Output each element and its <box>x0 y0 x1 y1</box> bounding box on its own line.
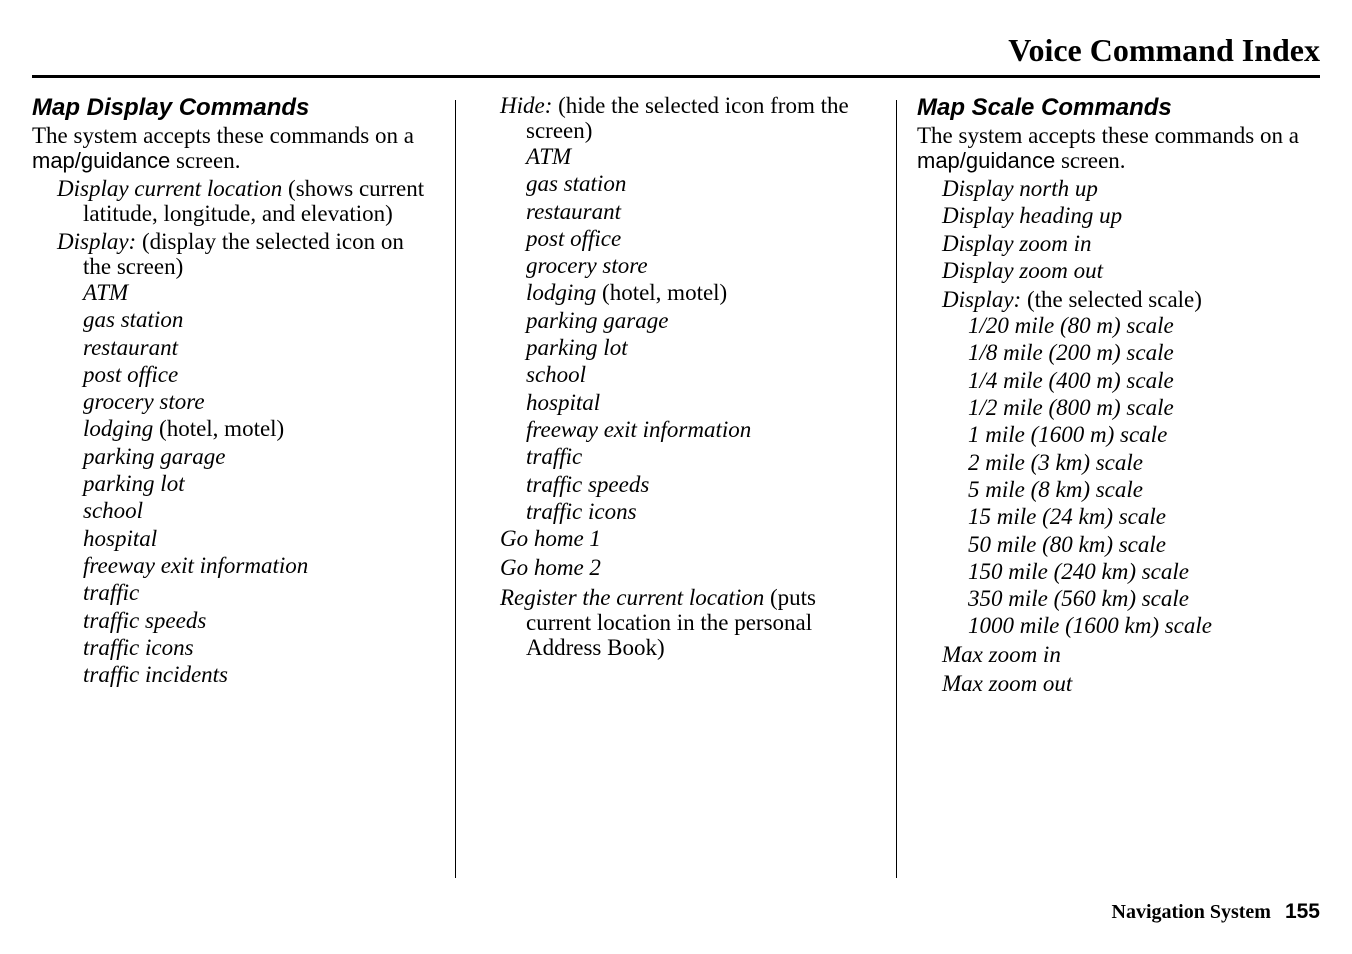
list-item: traffic icons <box>83 634 194 660</box>
command-name: Display current location <box>57 176 283 201</box>
list-item: hospital <box>83 525 158 551</box>
list-item: traffic <box>83 580 140 606</box>
command-max-zoom-in: Max zoom in <box>942 641 1061 667</box>
list-item: ATM <box>526 144 572 169</box>
list-item-lodging <box>526 279 885 306</box>
scale-item: 1/8 mile (200 m) scale <box>968 340 1174 366</box>
scale-item: 1000 mile (1600 km) scale <box>968 613 1212 639</box>
screen-name: map/guidance <box>917 148 1056 173</box>
list-item: traffic <box>526 444 583 470</box>
command-display <box>57 229 437 279</box>
command-max-zoom-out: Max zoom out <box>942 670 1073 696</box>
intro-text: The system accepts these commands on a <box>917 123 1299 148</box>
scale-item: 150 mile (240 km) scale <box>968 558 1189 584</box>
item-name: lodging <box>83 416 154 442</box>
list-item: restaurant <box>83 334 178 360</box>
column-divider-2 <box>896 100 897 878</box>
command-display-current-location <box>57 176 437 226</box>
scale-item: 1/2 mile (800 m) scale <box>968 395 1174 421</box>
list-item: parking garage <box>83 443 226 469</box>
scale-item: 2 mile (3 km) scale <box>968 449 1143 475</box>
intro-text: The system accepts these commands on a <box>32 123 414 148</box>
scale-item: 5 mile (8 km) scale <box>968 476 1143 502</box>
list-item: post office <box>83 361 179 387</box>
list-item: hospital <box>526 389 601 415</box>
page-title: Voice Command Index <box>1008 32 1320 68</box>
item-desc: (hotel, motel) <box>596 280 728 306</box>
list-item: grocery store <box>526 253 648 279</box>
command-display-north-up: Display north up <box>942 176 1098 201</box>
map-scale-heading: Map Scale Commands <box>917 94 1172 121</box>
intro-text-end: screen. <box>1055 148 1126 173</box>
list-item: parking lot <box>526 335 628 361</box>
scale-item: 1 mile (1600 m) scale <box>968 422 1168 448</box>
scale-item: 1/20 mile (80 m) scale <box>968 313 1174 339</box>
command-desc: (the selected scale) <box>1021 287 1202 313</box>
list-item: gas station <box>526 171 627 197</box>
command-go-home-1: Go home 1 <box>500 526 601 552</box>
command-go-home-2: Go home 2 <box>500 554 601 580</box>
scale-item: 15 mile (24 km) scale <box>968 504 1166 530</box>
list-item: restaurant <box>526 198 621 224</box>
command-desc: (hide the selected icon from the screen) <box>526 93 849 143</box>
command-name: Hide: <box>500 93 553 118</box>
list-item: traffic icons <box>526 498 637 524</box>
list-item: traffic speeds <box>83 607 207 633</box>
command-register-location <box>500 585 885 660</box>
scale-item: 350 mile (560 km) scale <box>968 586 1189 612</box>
list-item: gas station <box>83 307 184 333</box>
map-scale-column <box>917 93 1322 698</box>
list-item: ATM <box>83 280 129 305</box>
title-rule <box>32 75 1320 78</box>
list-item: grocery store <box>83 389 205 415</box>
command-name: Register the current location <box>500 585 765 611</box>
list-item: freeway exit information <box>83 552 309 578</box>
screen-name: map/guidance <box>32 148 171 173</box>
map-display-intro <box>32 123 437 173</box>
command-desc: (puts current location in the personal Address Book) <box>526 585 816 661</box>
item-desc: (hotel, motel) <box>153 416 285 442</box>
list-item: school <box>83 498 144 524</box>
list-item: school <box>526 362 587 388</box>
command-display-heading-up: Display heading up <box>942 203 1123 229</box>
map-display-heading: Map Display Commands <box>32 94 310 121</box>
intro-text-end: screen. <box>170 148 241 173</box>
scale-item: 1/4 mile (400 m) scale <box>968 367 1174 393</box>
list-item: parking garage <box>526 307 669 333</box>
list-item-lodging <box>83 415 437 442</box>
map-display-column <box>32 93 437 688</box>
command-name: Display: <box>942 287 1022 313</box>
list-item: traffic incidents <box>83 662 229 688</box>
command-display-zoom-in: Display zoom in <box>942 230 1092 256</box>
list-item: post office <box>526 225 622 251</box>
page-number: 155 <box>1284 900 1320 923</box>
command-desc: (display the selected icon on the screen) <box>83 229 404 279</box>
command-desc: (shows current latitude, longitude, and elevation) <box>83 176 425 226</box>
list-item: freeway exit information <box>526 416 752 442</box>
scale-item: 50 mile (80 km) scale <box>968 531 1166 557</box>
command-hide <box>500 93 885 143</box>
command-display-scale <box>942 287 1322 312</box>
list-item: traffic speeds <box>526 471 650 497</box>
hide-column <box>500 93 885 660</box>
list-item: parking lot <box>83 471 185 497</box>
item-name: lodging <box>526 280 597 306</box>
command-name: Display: <box>57 229 137 254</box>
command-display-zoom-out: Display zoom out <box>942 257 1103 283</box>
page-footer <box>1112 898 1321 926</box>
footer-label: Navigation System <box>1111 901 1271 923</box>
map-scale-intro <box>917 123 1322 173</box>
column-divider-1 <box>455 100 456 878</box>
